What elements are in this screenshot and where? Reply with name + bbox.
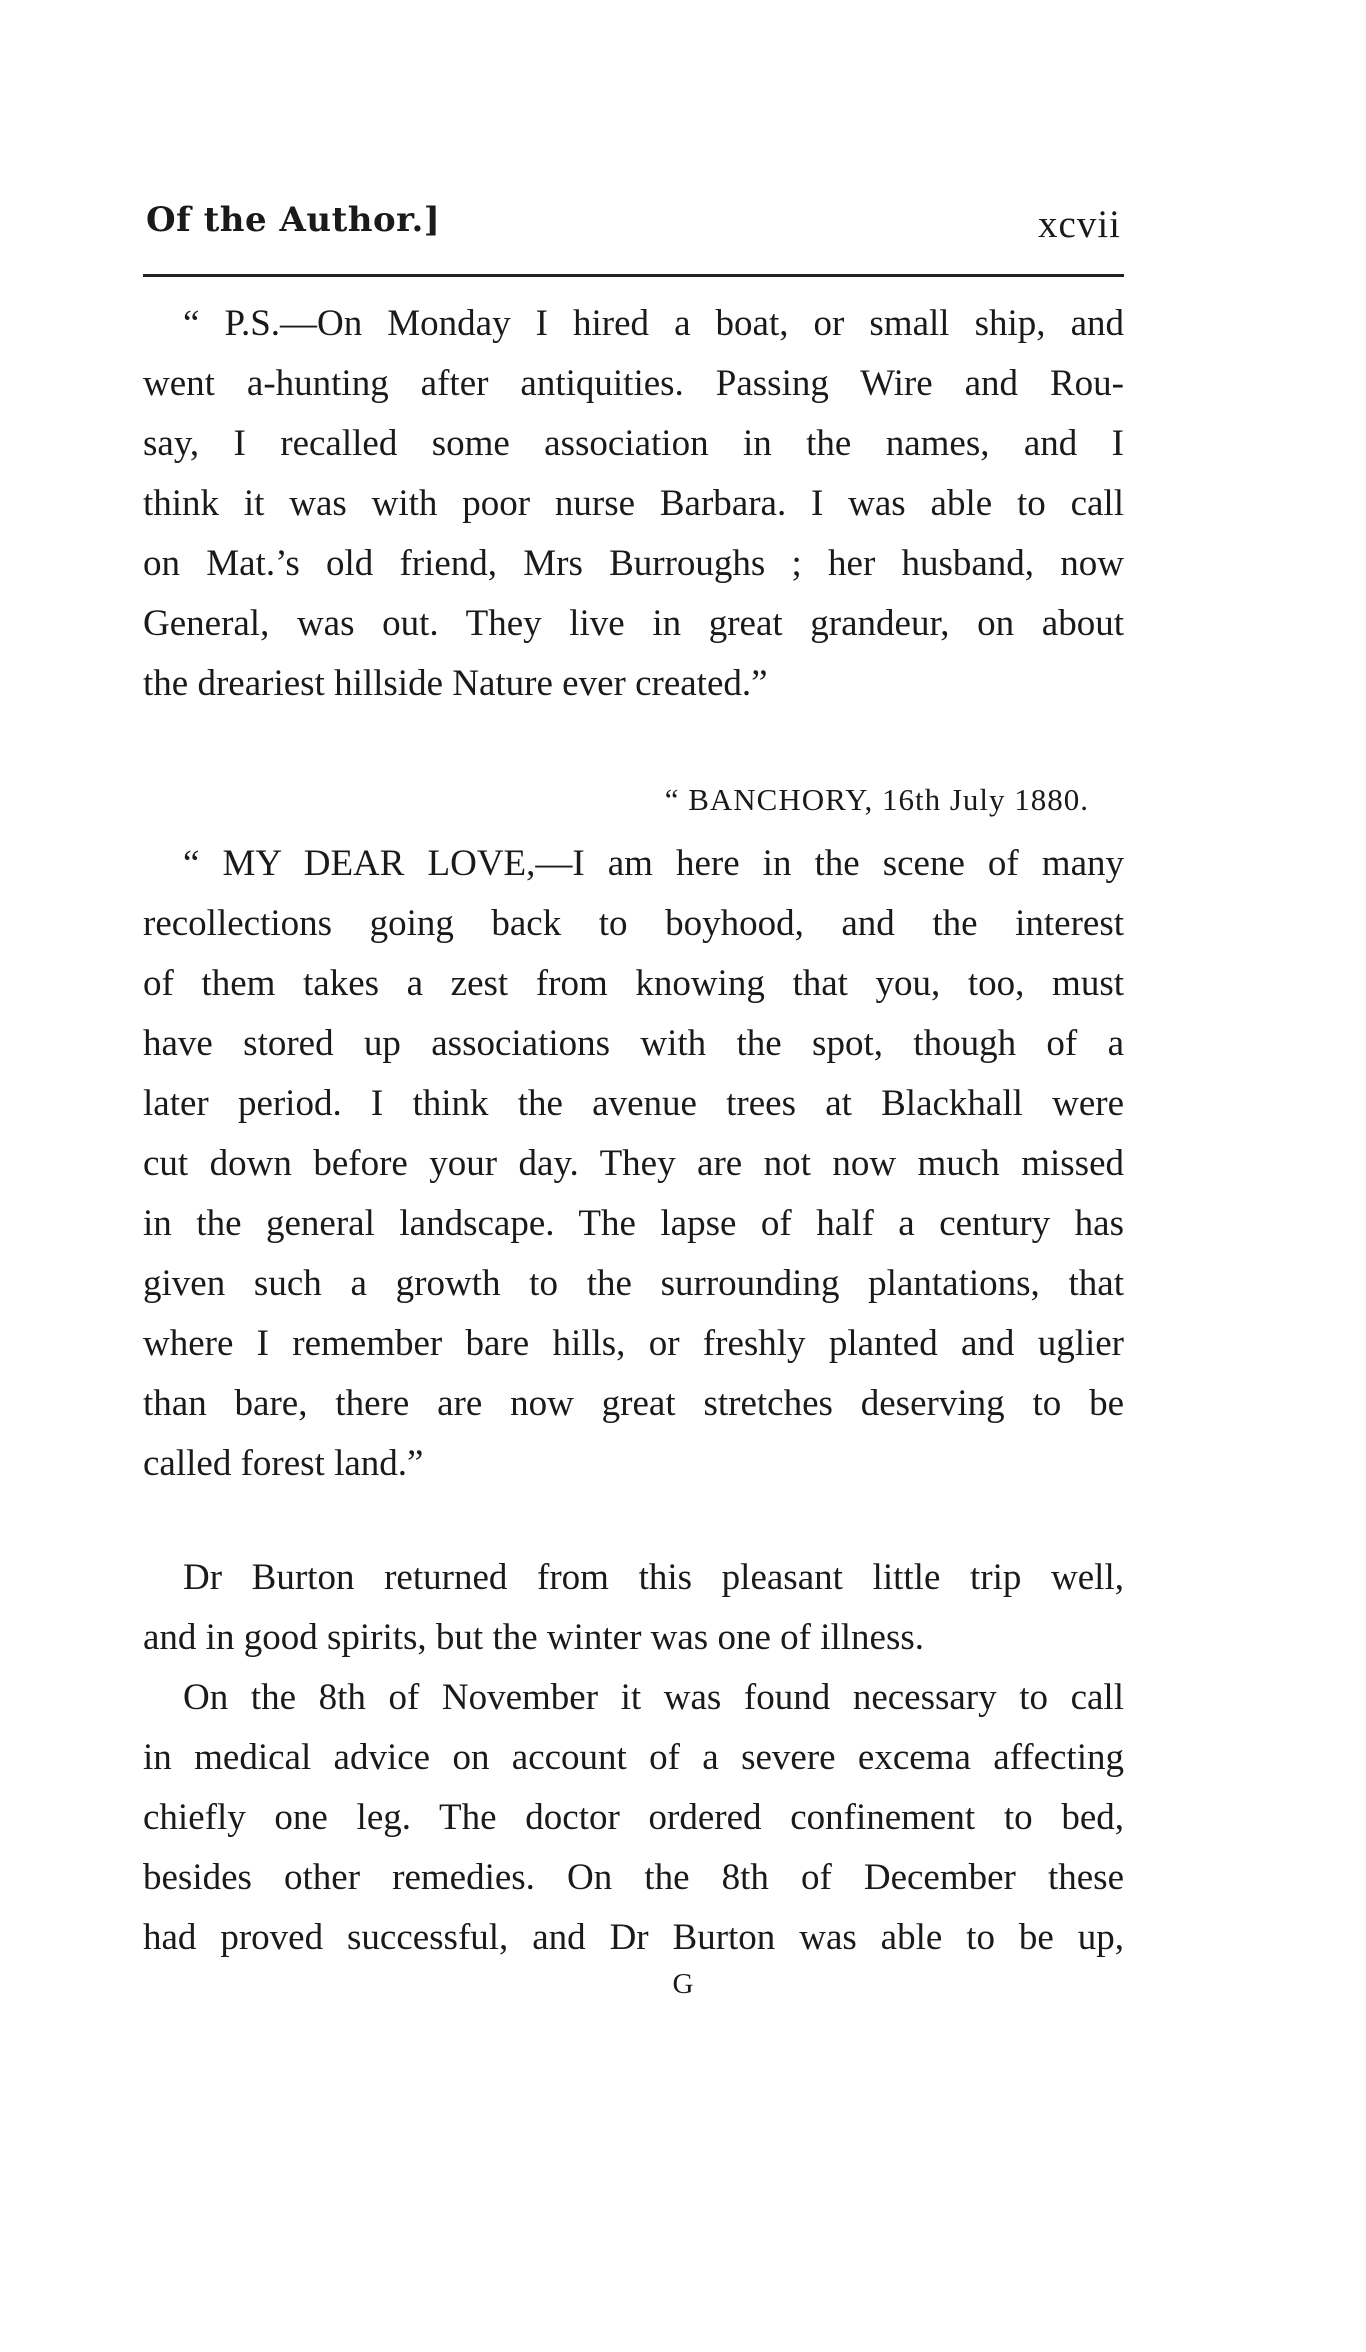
text-line: “ P.S.—On Monday I hired a boat, or small ship, and (183, 303, 1124, 344)
text-line: cut down before your day. They are not now much missed (143, 1143, 1124, 1184)
text-line: in the general landscape. The lapse of half a century has (143, 1203, 1124, 1244)
running-head (146, 200, 1121, 260)
text-line: had proved successful, and Dr Burton was able to be up, (143, 1917, 1124, 1958)
running-title: Of the Author.] (146, 200, 441, 240)
letter-dateline: “ BANCHORY, 16th July 1880. (664, 782, 1089, 817)
text-line: recollections going back to boyhood, and the interest (143, 903, 1124, 944)
narrative-paragraph-return (143, 1548, 1124, 1668)
text-line: have stored up associations with the spot, though of a (143, 1023, 1124, 1064)
text-line: of them takes a zest from knowing that you, too, must (143, 963, 1124, 1004)
signature-mark: G (672, 1968, 694, 2000)
text-line: think it was with poor nurse Barbara. I was able to call (143, 483, 1124, 524)
text-line: “ MY DEAR LOVE,—I am here in the scene of many (183, 843, 1124, 884)
text-line: Dr Burton returned from this pleasant little trip well, (183, 1557, 1124, 1598)
text-line: where I remember bare hills, or freshly planted and uglier (143, 1323, 1124, 1364)
text-line: given such a growth to the surrounding plantations, that (143, 1263, 1124, 1304)
text-line: than bare, there are now great stretches deserving to be (143, 1383, 1124, 1424)
text-line: in medical advice on account of a severe excema affecting (143, 1737, 1124, 1778)
text-line: the dreariest hillside Nature ever created.” (143, 663, 768, 704)
text-line: On the 8th of November it was found necessary to call (183, 1677, 1124, 1718)
text-line: and in good spirits, but the winter was one of illness. (143, 1617, 925, 1658)
text-line: went a-hunting after antiquities. Passing Wire and Rou- (143, 363, 1124, 404)
text-line: besides other remedies. On the 8th of December these (143, 1857, 1124, 1898)
letter-body-paragraph (143, 834, 1124, 1494)
page-number: xcvii (1038, 203, 1121, 246)
letter-postscript-paragraph (143, 294, 1124, 714)
text-line: on Mat.’s old friend, Mrs Burroughs ; her husband, now (143, 543, 1124, 584)
text-line: later period. I think the avenue trees at Blackhall were (143, 1083, 1124, 1124)
text-line: called forest land.” (143, 1443, 424, 1484)
text-line: General, was out. They live in great grandeur, on about (143, 603, 1124, 644)
narrative-paragraph-illness (143, 1668, 1124, 1968)
header-rule (143, 274, 1124, 277)
text-line: say, I recalled some association in the names, and I (143, 423, 1124, 464)
text-line: chiefly one leg. The doctor ordered confinement to bed, (143, 1797, 1124, 1838)
